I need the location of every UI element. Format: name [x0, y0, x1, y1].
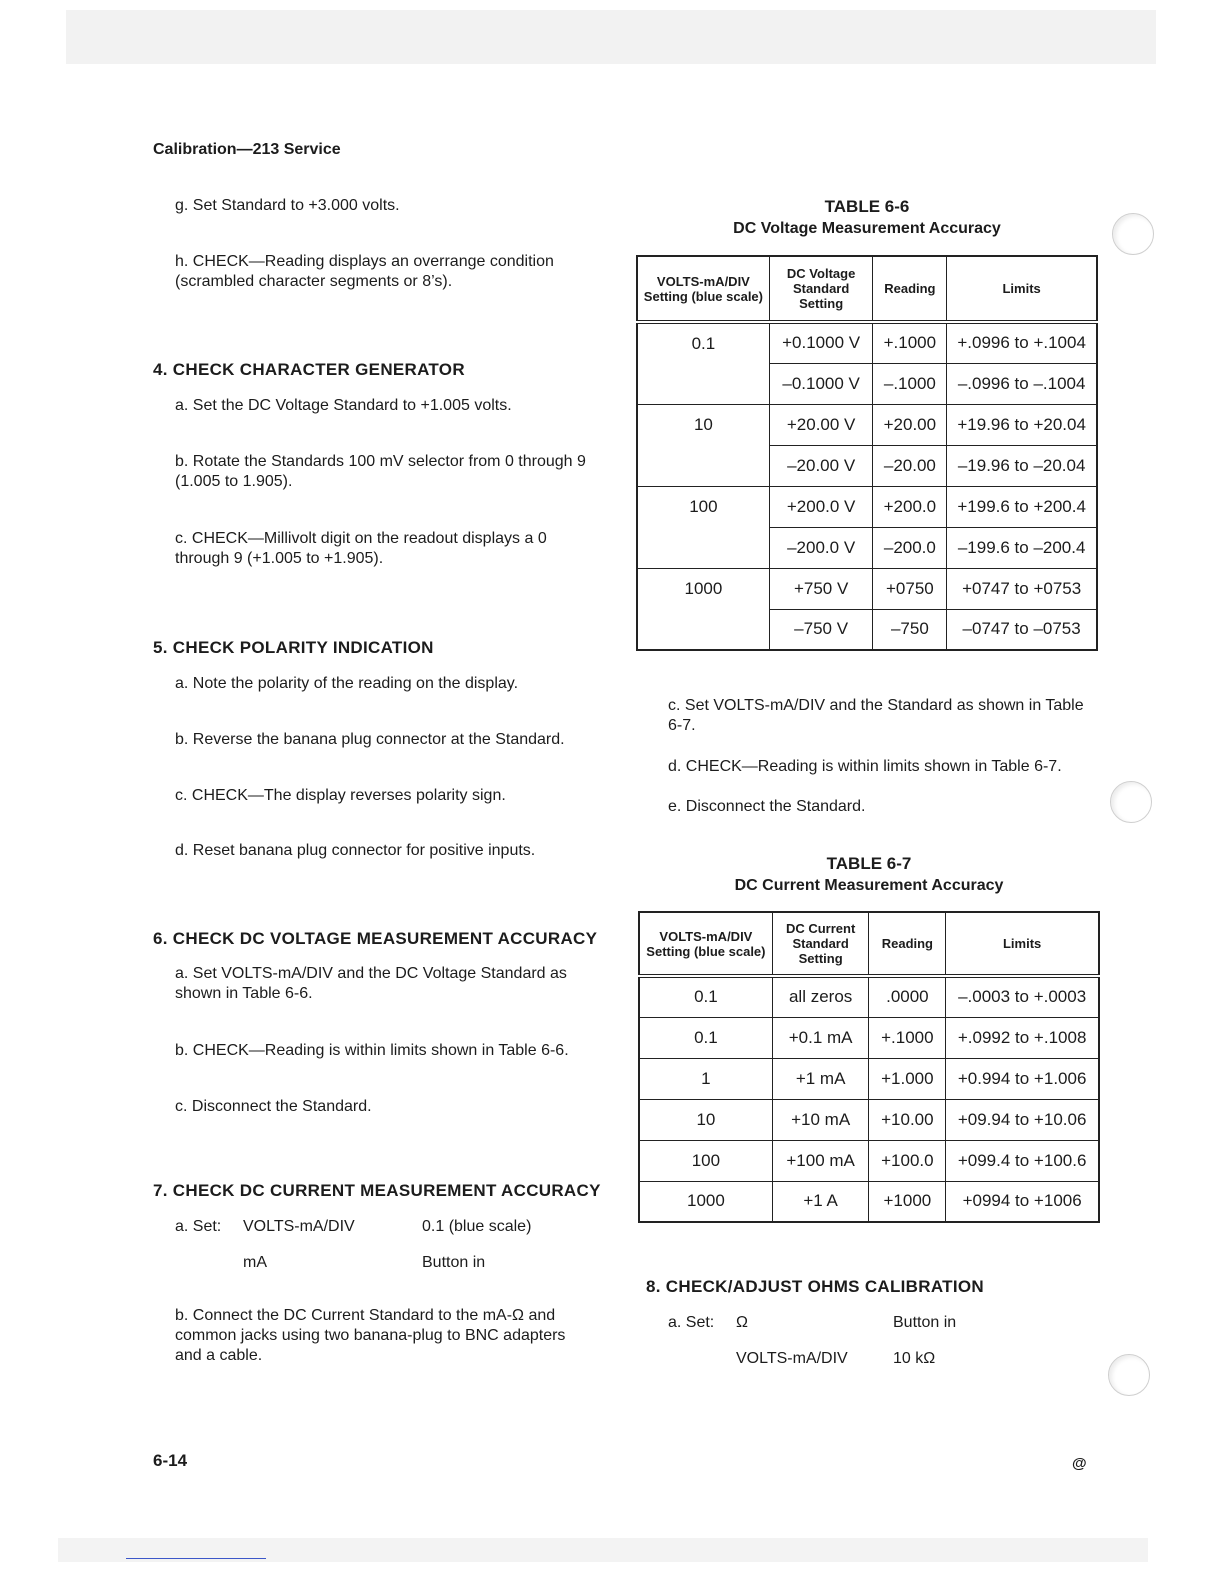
section-8-set-volts-value: 10 kΩ: [893, 1350, 936, 1367]
table-6-7-subtitle: DC Current Measurement Accuracy: [734, 877, 1004, 894]
section-7-title: 7. CHECK DC CURRENT MEASUREMENT ACCURACY: [153, 1181, 601, 1200]
table-6-7-cell: all zeros: [772, 976, 869, 1017]
table-6-7-cell: +100 mA: [772, 1140, 869, 1181]
table-6-6-cell: +.0996 to +.1004: [947, 322, 1097, 363]
table-6-6-cell: –0.1000 V: [769, 363, 873, 404]
table-6-7-header-reading: Reading: [869, 912, 946, 976]
table-6-6-cell: –199.6 to –200.4: [947, 527, 1097, 568]
section-5-step-d: d. Reset banana plug connector for positive inputs.: [175, 842, 536, 859]
table-6-6-step-c: c. Set VOLTS-mA/DIV and the Standard as shown in Table 6-7.: [668, 697, 1084, 734]
publisher-mark: @: [1072, 1455, 1087, 1472]
table-6-7: [638, 911, 1100, 1223]
table-6-6-setting-cell: 10: [637, 404, 769, 486]
table-6-7-cell: +100.0: [869, 1140, 946, 1181]
table-6-7-cell: .0000: [869, 976, 946, 1017]
running-header: Calibration—213 Service: [153, 141, 341, 158]
table-6-6-step-e: e. Disconnect the Standard.: [668, 798, 866, 815]
section-4-step-b: b. Rotate the Standards 100 mV selector from 0 through 9 (1.005 to 1.905).: [175, 453, 586, 490]
table-6-7-header-standard: DC Current Standard Setting: [772, 912, 869, 976]
binder-hole-middle: [1110, 781, 1152, 823]
section-6-step-b: b. CHECK—Reading is within limits shown in Table 6-6.: [175, 1042, 569, 1059]
section-4-step-c: c. CHECK—Millivolt digit on the readout displays a 0 through 9 (+1.005 to +1.905).: [175, 530, 547, 567]
table-6-7-cell: +1 A: [772, 1181, 869, 1222]
table-6-7-cell: 0.1: [639, 1017, 772, 1058]
table-6-7-cell: +10 mA: [772, 1099, 869, 1140]
table-6-7-cell: +09.94 to +10.06: [946, 1099, 1099, 1140]
table-6-6-cell: –.0996 to –.1004: [947, 363, 1097, 404]
scan-bottom-line: [126, 1558, 266, 1559]
table-6-6-cell: –750 V: [769, 609, 873, 650]
section-7-step-a-label: a. Set:: [175, 1218, 222, 1235]
scan-top-band: [66, 10, 1156, 64]
table-6-6-title: TABLE 6-6: [824, 197, 910, 216]
table-6-6-cell: –19.96 to –20.04: [947, 445, 1097, 486]
table-6-7-cell: +0994 to +1006: [946, 1181, 1099, 1222]
table-6-6-cell: +20.00: [873, 404, 947, 445]
page-number: 6-14: [153, 1451, 188, 1470]
table-6-6-cell: –750: [873, 609, 947, 650]
table-6-7-title: TABLE 6-7: [826, 854, 912, 873]
table-6-6-cell: +20.00 V: [769, 404, 873, 445]
table-6-6-cell: +19.96 to +20.04: [947, 404, 1097, 445]
table-6-6-cell: +0747 to +0753: [947, 568, 1097, 609]
table-6-7-cell: 0.1: [639, 976, 772, 1017]
table-6-6-cell: –200.0: [873, 527, 947, 568]
table-6-7-cell: +1 mA: [772, 1058, 869, 1099]
table-6-7-cell: +099.4 to +100.6: [946, 1140, 1099, 1181]
table-6-7-cell: +1.000: [869, 1058, 946, 1099]
section-7-set-ma-key: mA: [243, 1254, 267, 1271]
section-7-step-b: b. Connect the DC Current Standard to the mA-Ω and common jacks using two banana-plug to BNC adapters and a cable.: [175, 1307, 566, 1364]
table-6-6-cell: +0750: [873, 568, 947, 609]
table-6-7-cell: 1000: [639, 1181, 772, 1222]
table-6-7-cell: 10: [639, 1099, 772, 1140]
step-h: h. CHECK—Reading displays an overrange condition (scrambled character segments or 8’s).: [175, 253, 554, 290]
table-6-6-cell: +750 V: [769, 568, 873, 609]
table-6-6-cell: +200.0: [873, 486, 947, 527]
table-6-7-cell: 1: [639, 1058, 772, 1099]
table-6-6-cell: –20.00: [873, 445, 947, 486]
table-6-6-cell: –.1000: [873, 363, 947, 404]
section-5-title: 5. CHECK POLARITY INDICATION: [153, 638, 434, 657]
table-6-7-cell: +.0992 to +.1008: [946, 1017, 1099, 1058]
table-6-6-cell: –200.0 V: [769, 527, 873, 568]
section-8-set-ohms-value: Button in: [893, 1314, 957, 1331]
section-8-step-a-label: a. Set:: [668, 1314, 715, 1331]
table-6-7-cell: 100: [639, 1140, 772, 1181]
section-4-step-a: a. Set the DC Voltage Standard to +1.005 volts.: [175, 397, 512, 414]
table-6-7-header-limits: Limits: [946, 912, 1099, 976]
table-6-6: [636, 255, 1098, 651]
table-6-6-step-d: d. CHECK—Reading is within limits shown in Table 6-7.: [668, 758, 1062, 775]
table-6-6-subtitle: DC Voltage Measurement Accuracy: [733, 220, 1001, 237]
table-6-6-cell: +0.1000 V: [769, 322, 873, 363]
section-6-step-a: a. Set VOLTS-mA/DIV and the DC Voltage Standard as shown in Table 6-6.: [175, 965, 567, 1002]
table-6-6-header-limits: Limits: [947, 256, 1097, 322]
table-6-6-setting-cell: 100: [637, 486, 769, 568]
section-8-set-volts-key: VOLTS-mA/DIV: [736, 1350, 848, 1367]
table-6-6-setting-cell: 1000: [637, 568, 769, 650]
section-6-step-c: c. Disconnect the Standard.: [175, 1098, 372, 1115]
table-6-6-cell: –20.00 V: [769, 445, 873, 486]
binder-hole-bottom: [1108, 1354, 1150, 1396]
step-g: g. Set Standard to +3.000 volts.: [175, 197, 400, 214]
section-7-set-volts-key: VOLTS-mA/DIV: [243, 1218, 355, 1235]
table-6-6-header-setting: VOLTS-mA/DIV Setting (blue scale): [637, 256, 769, 322]
table-6-6-cell: +200.0 V: [769, 486, 873, 527]
section-5-step-c: c. CHECK—The display reverses polarity sign.: [175, 787, 506, 804]
table-6-7-cell: +0.1 mA: [772, 1017, 869, 1058]
section-7-set-volts-value: 0.1 (blue scale): [422, 1218, 532, 1235]
table-6-7-cell: –.0003 to +.0003: [946, 976, 1099, 1017]
table-6-6-cell: +.1000: [873, 322, 947, 363]
table-6-6-header-reading: Reading: [873, 256, 947, 322]
table-6-6-cell: –0747 to –0753: [947, 609, 1097, 650]
table-6-6-header-standard: DC Voltage Standard Setting: [769, 256, 873, 322]
table-6-7-cell: +0.994 to +1.006: [946, 1058, 1099, 1099]
binder-hole-top: [1112, 213, 1154, 255]
section-8-set-ohms-key: Ω: [736, 1314, 748, 1331]
section-6-title: 6. CHECK DC VOLTAGE MEASUREMENT ACCURACY: [153, 929, 598, 948]
table-6-7-cell: +1000: [869, 1181, 946, 1222]
section-8-title: 8. CHECK/ADJUST OHMS CALIBRATION: [646, 1277, 984, 1296]
section-7-set-ma-value: Button in: [422, 1254, 486, 1271]
table-6-6-setting-cell: 0.1: [637, 322, 769, 404]
table-6-6-cell: +199.6 to +200.4: [947, 486, 1097, 527]
section-5-step-b: b. Reverse the banana plug connector at the Standard.: [175, 731, 565, 748]
table-6-7-header-setting: VOLTS-mA/DIV Setting (blue scale): [639, 912, 772, 976]
section-5-step-a: a. Note the polarity of the reading on the display.: [175, 675, 519, 692]
table-6-7-cell: +.1000: [869, 1017, 946, 1058]
section-4-title: 4. CHECK CHARACTER GENERATOR: [153, 360, 465, 379]
table-6-7-cell: +10.00: [869, 1099, 946, 1140]
